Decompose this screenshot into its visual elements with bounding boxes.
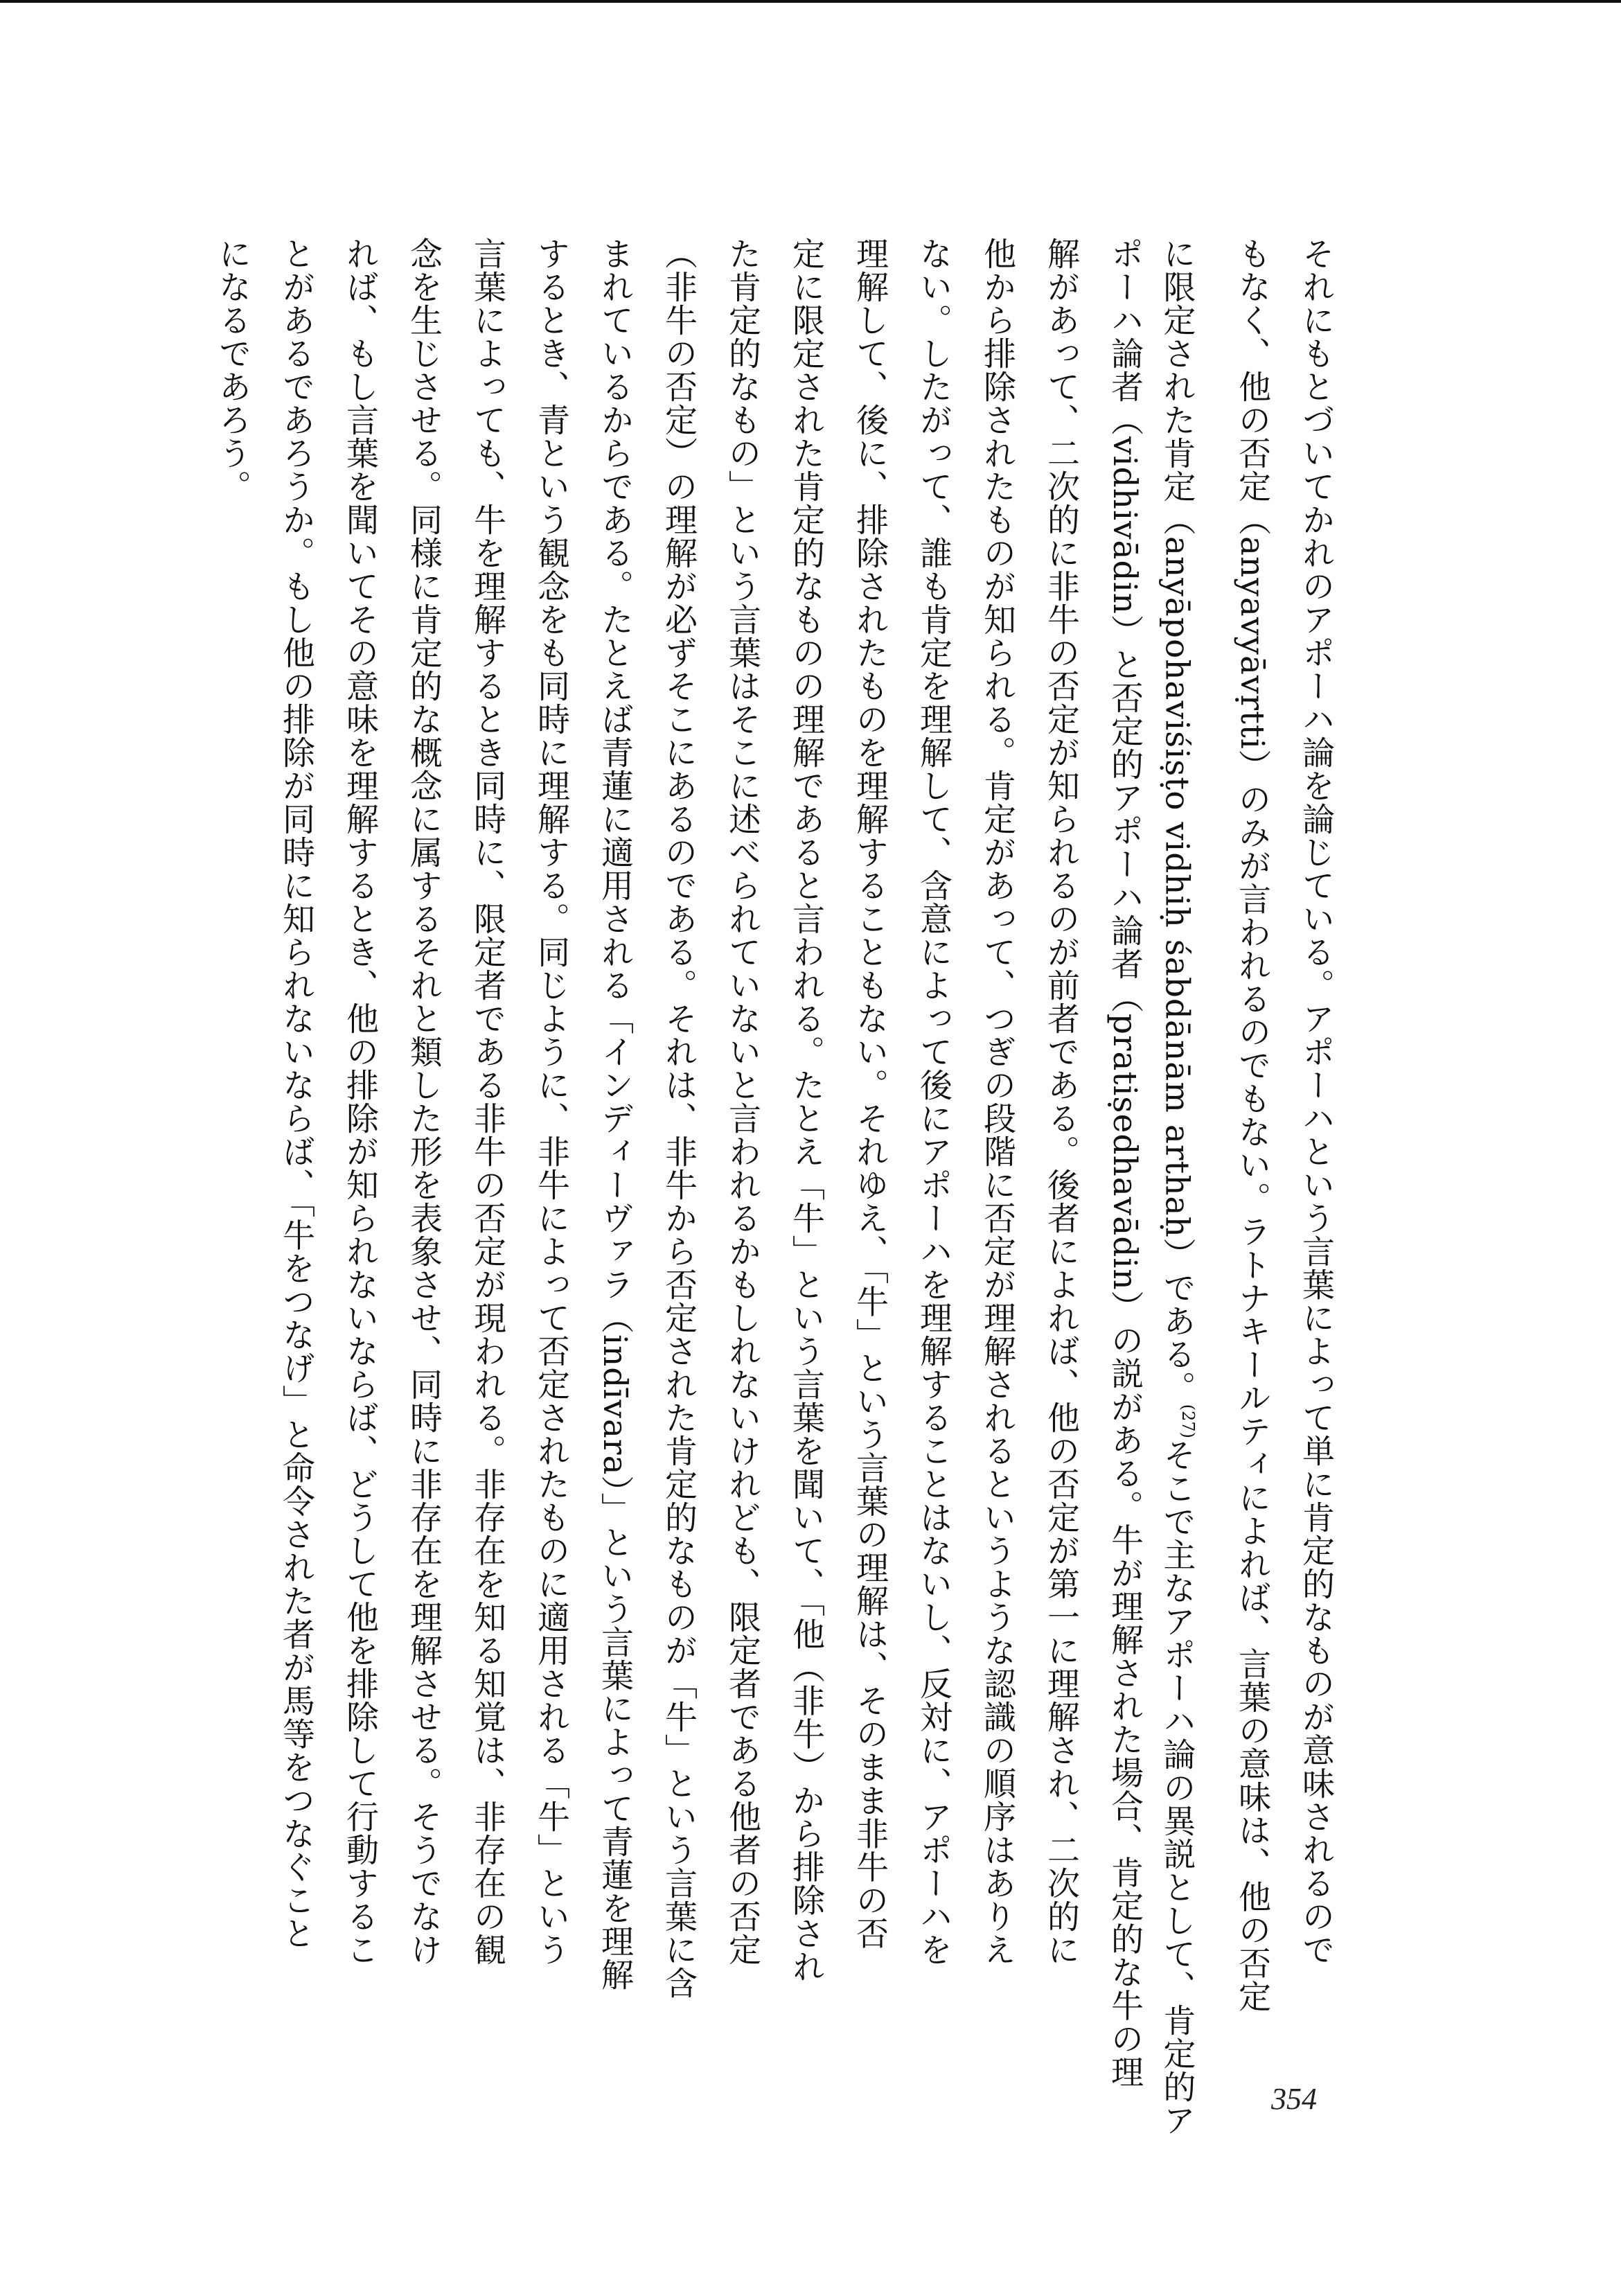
text-column-15: 念を生じさせる。同様に肯定的な概念に属するそれと類した形を表象させ、同時に非存在を理解させる。そうでなけ — [405, 237, 443, 1966]
text-column-2: もなく、他の否定（anyavyāvṛtti）のみが言われるのでもない。ラトナキールティによれば、言葉の意味は、他の否定 — [1233, 237, 1271, 2013]
text-column-9: 定に限定された肯定的なものの理解であると言われる。たとえ「牛」という言葉を聞いて、「他（非牛）から排除され — [787, 237, 825, 1984]
text-column-4: ポーハ論者（vidhivādin）と否定的アポーハ論者（pratiṣedhavādin）の説がある。牛が理解された場合、肯定的な牛の理 — [1106, 237, 1144, 2089]
footnote-marker: (27) — [1178, 1404, 1198, 1439]
column-3-text-before: に限定された肯定（anyāpohaviśiṣṭo vidhiḥ śabdānām arthaḥ）である。 — [1158, 237, 1196, 1404]
text-column-13: するとき、青という観念をも同時に理解する。同じように、非牛によって否定されたものに適用される「牛」という — [532, 237, 570, 1966]
page-number: 354 — [1271, 2082, 1317, 2116]
text-column-18: になるであろう。 — [213, 237, 251, 503]
text-column-12: まれているからである。たとえば青蓮に適用される「インディーヴァラ（indīvara）」という言葉によって青蓮を理解 — [596, 237, 634, 1991]
text-column-3 — [1156, 237, 1220, 2137]
text-column-11: （非牛の否定）の理解が必ずそこにあるのである。それは、非牛から否定された肯定的なものが「牛」という言葉に含 — [659, 237, 698, 1999]
scanned-page — [0, 3, 1621, 2296]
text-column-1: それにもとづいてかれのアポーハ論を論じている。アポーハという言葉によって単に肯定的なものが意味されるので — [1297, 237, 1335, 1966]
text-column-17: とがあるであろうか。もし他の排除が同時に知られないならば、「牛をつなげ」と命令された者が馬等をつなぐこと — [277, 237, 315, 1950]
text-column-8: 理解して、後に、排除されたものを理解することもない。それゆえ、「牛」という言葉の理解は、そのまま非牛の否 — [851, 237, 889, 1950]
column-3-text-after: そこで主なアポーハ論の異説として、肯定的ア — [1158, 1438, 1196, 2137]
text-column-10: た肯定的なもの」という言葉はそこに述べられていないと言われるかもしれないけれども、限定者である他者の否定 — [723, 237, 761, 1966]
text-column-7: ない。したがって、誰も肯定を理解して、含意によって後にアポーハを理解することはないし、反対に、アポーハを — [914, 237, 953, 1966]
text-column-14: 言葉によっても、牛を理解するとき同時に、限定者である非牛の否定が現われる。非存在を知る知覚は、非存在の観 — [468, 237, 506, 1966]
text-column-5: 解があって、二次的に非牛の否定が知られるのが前者である。後者によれば、他の否定が第一に理解され、二次的に — [1042, 237, 1080, 1966]
text-column-16: れば、もし言葉を聞いてその意味を理解するとき、他の排除が知られないならば、どうして他を排除して行動するこ — [341, 237, 379, 1966]
text-column-6: 他から排除されたものが知られる。肯定があって、つぎの段階に否定が理解されるというような認識の順序はありえ — [978, 237, 1016, 1966]
